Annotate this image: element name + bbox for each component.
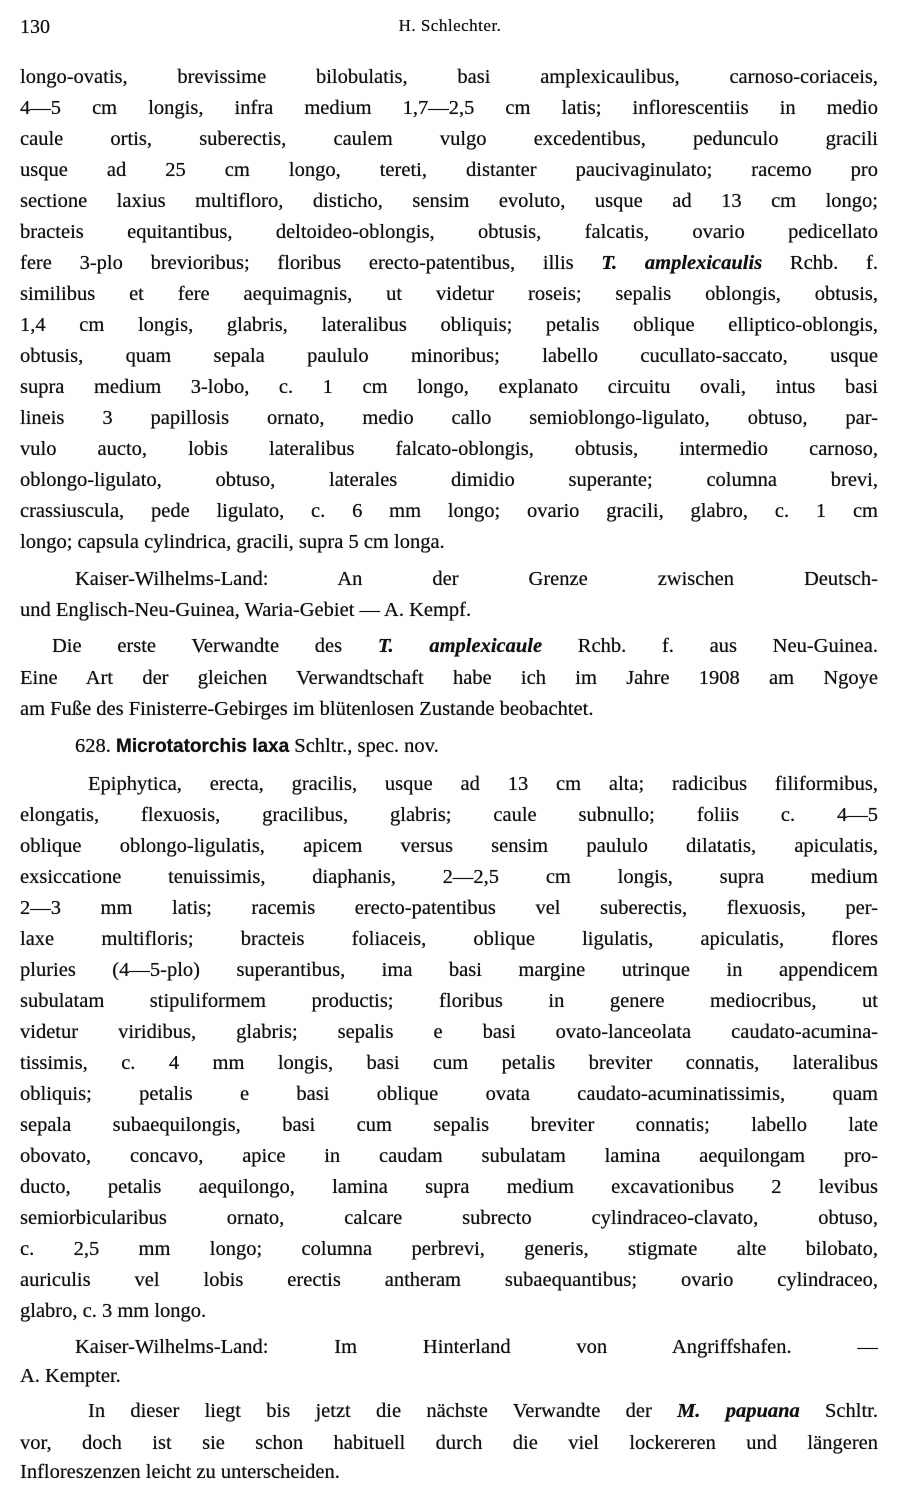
text-line: glabro, c. 3 mm longo.: [20, 1300, 207, 1322]
text-line: sectione laxius multifloro, disticho, sensim evoluto, usque ad 13 cm longo;: [20, 190, 878, 212]
text-segment: Schltr., spec. nov.: [289, 735, 439, 757]
text-line: tissimis, c. 4 mm longis, basi cum petalis breviter connatis, lateralibus: [20, 1052, 878, 1074]
species-heading: Microtatorchis laxa: [116, 736, 290, 757]
text-line: caule ortis, suberectis, caulem vulgo excedentibus, pedunculo gracili: [20, 128, 878, 150]
text-line: c. 2,5 mm longo; columna perbrevi, generis, stigmate alte bilobato,: [20, 1238, 878, 1260]
text-line: longo; capsula cylindrica, gracili, supra 5 cm longa.: [20, 531, 445, 553]
text-line: similibus et fere aequimagnis, ut videtur roseis; sepalis oblongis, obtusis,: [20, 283, 878, 305]
page-number: 130: [20, 16, 50, 38]
text-line: [88, 1398, 878, 1424]
text-line: ducto, petalis aequilongo, lamina supra medium excavationibus 2 levibus: [20, 1176, 878, 1198]
text-segment: fere 3-plo brevioribus; floribus erecto-patentibus, illis: [20, 252, 602, 274]
text-line: semiorbicularibus ornato, calcare subrecto cylindraceo-clavato, obtuso,: [20, 1207, 878, 1229]
text-line: auriculis vel lobis erectis antheram subaequantibus; ovario cylindraceo,: [20, 1269, 878, 1291]
text-segment: Die erste Verwandte des: [52, 635, 378, 657]
text-line: pluries (4—5-plo) superantibus, ima basi margine utrinque in appendicem: [20, 959, 878, 981]
text-segment: Rchb. f. aus Neu-Guinea.: [542, 635, 878, 657]
text-line: vor, doch ist sie schon habituell durch die viel lockereren und längeren: [20, 1432, 878, 1454]
text-line: 1,4 cm longis, glabris, lateralibus obliquis; petalis oblique elliptico-oblongis,: [20, 314, 878, 336]
text-line: [20, 250, 878, 276]
text-line: obliquis; petalis e basi oblique ovata caudato-acuminatissimis, quam: [20, 1083, 878, 1105]
text-line: am Fuße des Finisterre-Gebirges im blütenlosen Zustande beobachtet.: [20, 698, 594, 720]
text-line: 4—5 cm longis, infra medium 1,7—2,5 cm latis; inflorescentiis in medio: [20, 97, 878, 119]
text-line: Infloreszenzen leicht zu unterscheiden.: [20, 1461, 340, 1483]
text-segment: Rchb. f.: [762, 252, 878, 274]
taxon-name: T. amplexicaulis: [601, 252, 763, 274]
text-line: und Englisch-Neu-Guinea, Waria-Gebiet — A. Kempf.: [20, 599, 472, 621]
text-line: Eine Art der gleichen Verwandtschaft habe ich im Jahre 1908 am Ngoye: [20, 667, 878, 689]
text-line: sepala subaequilongis, basi cum sepalis breviter connatis; labello late: [20, 1114, 878, 1136]
text-line: Kaiser-Wilhelms-Land: An der Grenze zwischen Deutsch-: [75, 568, 878, 590]
text-segment: In dieser liegt bis jetzt die nächste Verwandte der: [88, 1400, 678, 1422]
text-line: oblongo-ligulato, obtuso, laterales dimidio superante; columna brevi,: [20, 469, 878, 491]
text-line: A. Kempter.: [20, 1365, 121, 1387]
text-line: Kaiser-Wilhelms-Land: Im Hinterland von Angriffshafen. —: [75, 1336, 878, 1358]
taxon-name: M. papuana: [677, 1400, 800, 1422]
text-line: vulo aucto, lobis lateralibus falcato-oblongis, obtusis, intermedio carnoso,: [20, 438, 878, 460]
text-line: supra medium 3-lobo, c. 1 cm longo, explanato circuitu ovali, intus basi: [20, 376, 878, 398]
text-line: subulatam stipuliformem productis; floribus in genere mediocribus, ut: [20, 990, 878, 1012]
text-line: elongatis, flexuosis, gracilibus, glabris; caule subnullo; foliis c. 4—5: [20, 804, 878, 826]
text-line: obovato, concavo, apice in caudam subulatam lamina aequilongam pro-: [20, 1145, 878, 1167]
text-line: exsiccatione tenuissimis, diaphanis, 2—2,5 cm longis, supra medium: [20, 866, 878, 888]
text-line: lineis 3 papillosis ornato, medio callo semioblongo-ligulato, obtuso, par-: [20, 407, 878, 429]
text-line: obtusis, quam sepala paululo minoribus; labello cucullato-saccato, usque: [20, 345, 878, 367]
text-line: bracteis equitantibus, deltoideo-oblongis, obtusis, falcatis, ovario pedicellato: [20, 221, 878, 243]
text-line: [75, 733, 439, 759]
text-line: longo-ovatis, brevissime bilobulatis, basi amplexicaulibus, carnoso-coriaceis,: [20, 66, 878, 88]
text-line: [52, 633, 878, 659]
text-line: laxe multifloris; bracteis foliaceis, oblique ligulatis, apiculatis, flores: [20, 928, 878, 950]
running-title: H. Schlechter.: [398, 16, 502, 35]
text-segment: 628.: [75, 735, 116, 757]
taxon-name: T. amplexicaule: [377, 635, 543, 657]
text-segment: Schltr.: [799, 1400, 878, 1422]
text-line: 2—3 mm latis; racemis erecto-patentibus vel suberectis, flexuosis, per-: [20, 897, 878, 919]
text-line: crassiuscula, pede ligulato, c. 6 mm longo; ovario gracili, glabro, c. 1 cm: [20, 500, 878, 522]
text-line: usque ad 25 cm longo, tereti, distanter paucivaginulato; racemo pro: [20, 159, 878, 181]
text-line: oblique oblongo-ligulatis, apicem versus sensim paululo dilatatis, apiculatis,: [20, 835, 878, 857]
text-line: Epiphytica, erecta, gracilis, usque ad 13 cm alta; radicibus filiformibus,: [88, 773, 878, 795]
text-line: videtur viridibus, glabris; sepalis e basi ovato-lanceolata caudato-acumina-: [20, 1021, 878, 1043]
